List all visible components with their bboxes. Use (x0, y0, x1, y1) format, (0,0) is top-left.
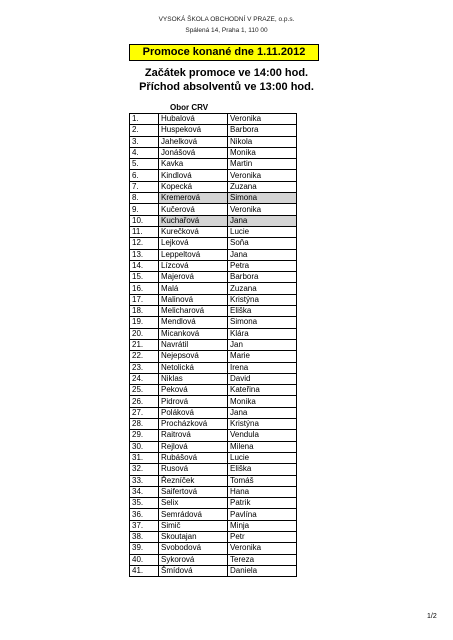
row-number: 35. (130, 498, 159, 509)
surname-cell: Kindlová (159, 170, 228, 181)
row-number: 14. (130, 260, 159, 271)
firstname-cell: Patrik (228, 498, 297, 509)
firstname-cell: Hana (228, 486, 297, 497)
table-row (130, 464, 297, 475)
firstname-cell: Simona (228, 317, 297, 328)
row-number: 11. (130, 226, 159, 237)
row-number: 20. (130, 328, 159, 339)
firstname-cell: Pavlína (228, 509, 297, 520)
row-number: 30. (130, 441, 159, 452)
table-row (130, 362, 297, 373)
table-row (130, 204, 297, 215)
table-row (130, 565, 297, 576)
firstname-cell: Zuzana (228, 283, 297, 294)
firstname-cell: Lucie (228, 226, 297, 237)
row-number: 33. (130, 475, 159, 486)
surname-cell: Sykorová (159, 554, 228, 565)
table-row (130, 407, 297, 418)
surname-cell: Netolická (159, 362, 228, 373)
surname-cell: Navrátil (159, 339, 228, 350)
surname-cell: Skoutajan (159, 531, 228, 542)
row-number: 10. (130, 215, 159, 226)
row-number: 22. (130, 351, 159, 362)
row-number: 39. (130, 543, 159, 554)
table-row (130, 226, 297, 237)
row-number: 2. (130, 125, 159, 136)
firstname-cell: Marie (228, 351, 297, 362)
row-number: 8. (130, 193, 159, 204)
row-number: 9. (130, 204, 159, 215)
firstname-cell: Jan (228, 339, 297, 350)
table-row (130, 272, 297, 283)
surname-cell: Mendlová (159, 317, 228, 328)
surname-cell: Poláková (159, 407, 228, 418)
firstname-cell: Jana (228, 215, 297, 226)
table-row (130, 306, 297, 317)
table-row (130, 294, 297, 305)
firstname-cell: Eliška (228, 306, 297, 317)
firstname-cell: Martin (228, 159, 297, 170)
surname-cell: Micanková (159, 328, 228, 339)
firstname-cell: Monika (228, 396, 297, 407)
surname-cell: Šmídová (159, 565, 228, 576)
row-number: 16. (130, 283, 159, 294)
firstname-cell: Daniela (228, 565, 297, 576)
row-number: 4. (130, 147, 159, 158)
row-number: 29. (130, 430, 159, 441)
firstname-cell: Tomáš (228, 475, 297, 486)
firstname-cell: Jana (228, 249, 297, 260)
table-row (130, 531, 297, 542)
row-number: 12. (130, 238, 159, 249)
firstname-cell: David (228, 373, 297, 384)
firstname-cell: Klára (228, 328, 297, 339)
table-row (130, 373, 297, 384)
row-number: 1. (130, 114, 159, 125)
surname-cell: Saifertová (159, 486, 228, 497)
surname-cell: Rubášová (159, 452, 228, 463)
surname-cell: Kavka (159, 159, 228, 170)
firstname-cell: Lucie (228, 452, 297, 463)
firstname-cell: Irena (228, 362, 297, 373)
firstname-cell: Nikola (228, 136, 297, 147)
row-number: 17. (130, 294, 159, 305)
firstname-cell: Veronika (228, 114, 297, 125)
surname-cell: Rusová (159, 464, 228, 475)
firstname-cell: Minja (228, 520, 297, 531)
surname-cell: Malinová (159, 294, 228, 305)
table-row (130, 498, 297, 509)
row-number: 36. (130, 509, 159, 520)
table-row (130, 170, 297, 181)
row-number: 28. (130, 419, 159, 430)
surname-cell: Kopecká (159, 181, 228, 192)
row-number: 6. (130, 170, 159, 181)
firstname-cell: Petr (228, 531, 297, 542)
surname-cell: Kučerová (159, 204, 228, 215)
table-row (130, 520, 297, 531)
table-row (130, 136, 297, 147)
row-number: 26. (130, 396, 159, 407)
surname-cell: Semrádová (159, 509, 228, 520)
firstname-cell: Kristýna (228, 419, 297, 430)
row-number: 27. (130, 407, 159, 418)
surname-cell: Hubalová (159, 114, 228, 125)
table-row (130, 147, 297, 158)
table-row (130, 181, 297, 192)
table-row (130, 475, 297, 486)
surname-cell: Svobodová (159, 543, 228, 554)
firstname-cell: Milena (228, 441, 297, 452)
surname-cell: Majerová (159, 272, 228, 283)
row-number: 3. (130, 136, 159, 147)
ceremony-title: Promoce konané dne 1.11.2012 (129, 44, 319, 61)
table-row (130, 351, 297, 362)
table-row (130, 430, 297, 441)
row-number: 19. (130, 317, 159, 328)
surname-cell: Lízcová (159, 260, 228, 271)
table-row (130, 554, 297, 565)
surname-cell: Jahelková (159, 136, 228, 147)
row-number: 15. (130, 272, 159, 283)
row-number: 31. (130, 452, 159, 463)
table-row (130, 543, 297, 554)
surname-cell: Nejepsová (159, 351, 228, 362)
row-number: 5. (130, 159, 159, 170)
table-row (130, 215, 297, 226)
surname-cell: Melicharová (159, 306, 228, 317)
row-number: 21. (130, 339, 159, 350)
table-row (130, 452, 297, 463)
surname-cell: Řezníček (159, 475, 228, 486)
row-number: 25. (130, 385, 159, 396)
firstname-cell: Kristýna (228, 294, 297, 305)
graduates-table (129, 113, 297, 577)
table-row (130, 283, 297, 294)
table-row (130, 317, 297, 328)
row-number: 40. (130, 554, 159, 565)
firstname-cell: Veronika (228, 170, 297, 181)
table-row (130, 159, 297, 170)
table-row (130, 328, 297, 339)
table-row (130, 419, 297, 430)
firstname-cell: Soňa (228, 238, 297, 249)
table-row (130, 396, 297, 407)
table-row (130, 486, 297, 497)
surname-cell: Kurečková (159, 226, 228, 237)
firstname-cell: Barbora (228, 272, 297, 283)
surname-cell: Rejlová (159, 441, 228, 452)
row-number: 7. (130, 181, 159, 192)
surname-cell: Pidrová (159, 396, 228, 407)
page-number: 1/2 (427, 613, 437, 620)
firstname-cell: Vendula (228, 430, 297, 441)
table-row (130, 509, 297, 520)
table-row (130, 339, 297, 350)
row-number: 24. (130, 373, 159, 384)
table-row (130, 441, 297, 452)
graduates-arrival-time: Příchod absolventů ve 13:00 hod. (139, 81, 314, 93)
firstname-cell: Kateřina (228, 385, 297, 396)
school-address: Spálená 14, Praha 1, 110 00 (185, 27, 268, 34)
row-number: 18. (130, 306, 159, 317)
surname-cell: Selix (159, 498, 228, 509)
firstname-cell: Jana (228, 407, 297, 418)
table-row (130, 238, 297, 249)
surname-cell: Peková (159, 385, 228, 396)
row-number: 38. (130, 531, 159, 542)
row-number: 41. (130, 565, 159, 576)
table-row (130, 385, 297, 396)
ceremony-start-time: Začátek promoce ve 14:00 hod. (144, 67, 309, 79)
firstname-cell: Simona (228, 193, 297, 204)
firstname-cell: Barbora (228, 125, 297, 136)
row-number: 23. (130, 362, 159, 373)
firstname-cell: Veronika (228, 204, 297, 215)
row-number: 37. (130, 520, 159, 531)
surname-cell: Raitrová (159, 430, 228, 441)
firstname-cell: Eliška (228, 464, 297, 475)
surname-cell: Kremerová (159, 193, 228, 204)
firstname-cell: Zuzana (228, 181, 297, 192)
row-number: 13. (130, 249, 159, 260)
surname-cell: Kuchařová (159, 215, 228, 226)
table-row (130, 114, 297, 125)
surname-cell: Niklas (159, 373, 228, 384)
firstname-cell: Veronika (228, 543, 297, 554)
surname-cell: Huspeková (159, 125, 228, 136)
row-number: 34. (130, 486, 159, 497)
school-name: VYSOKÁ ŠKOLA OBCHODNÍ V PRAZE, o.p.s. (158, 16, 295, 23)
table-row (130, 260, 297, 271)
surname-cell: Procházková (159, 419, 228, 430)
table-row (130, 125, 297, 136)
row-number: 32. (130, 464, 159, 475)
surname-cell: Lejková (159, 238, 228, 249)
group-heading: Obor CRV (170, 103, 209, 112)
firstname-cell: Monika (228, 147, 297, 158)
firstname-cell: Tereza (228, 554, 297, 565)
surname-cell: Simič (159, 520, 228, 531)
firstname-cell: Petra (228, 260, 297, 271)
table-row (130, 193, 297, 204)
surname-cell: Malá (159, 283, 228, 294)
table-row (130, 249, 297, 260)
surname-cell: Leppeltová (159, 249, 228, 260)
surname-cell: Jonášová (159, 147, 228, 158)
graduates-table-body (130, 114, 297, 577)
